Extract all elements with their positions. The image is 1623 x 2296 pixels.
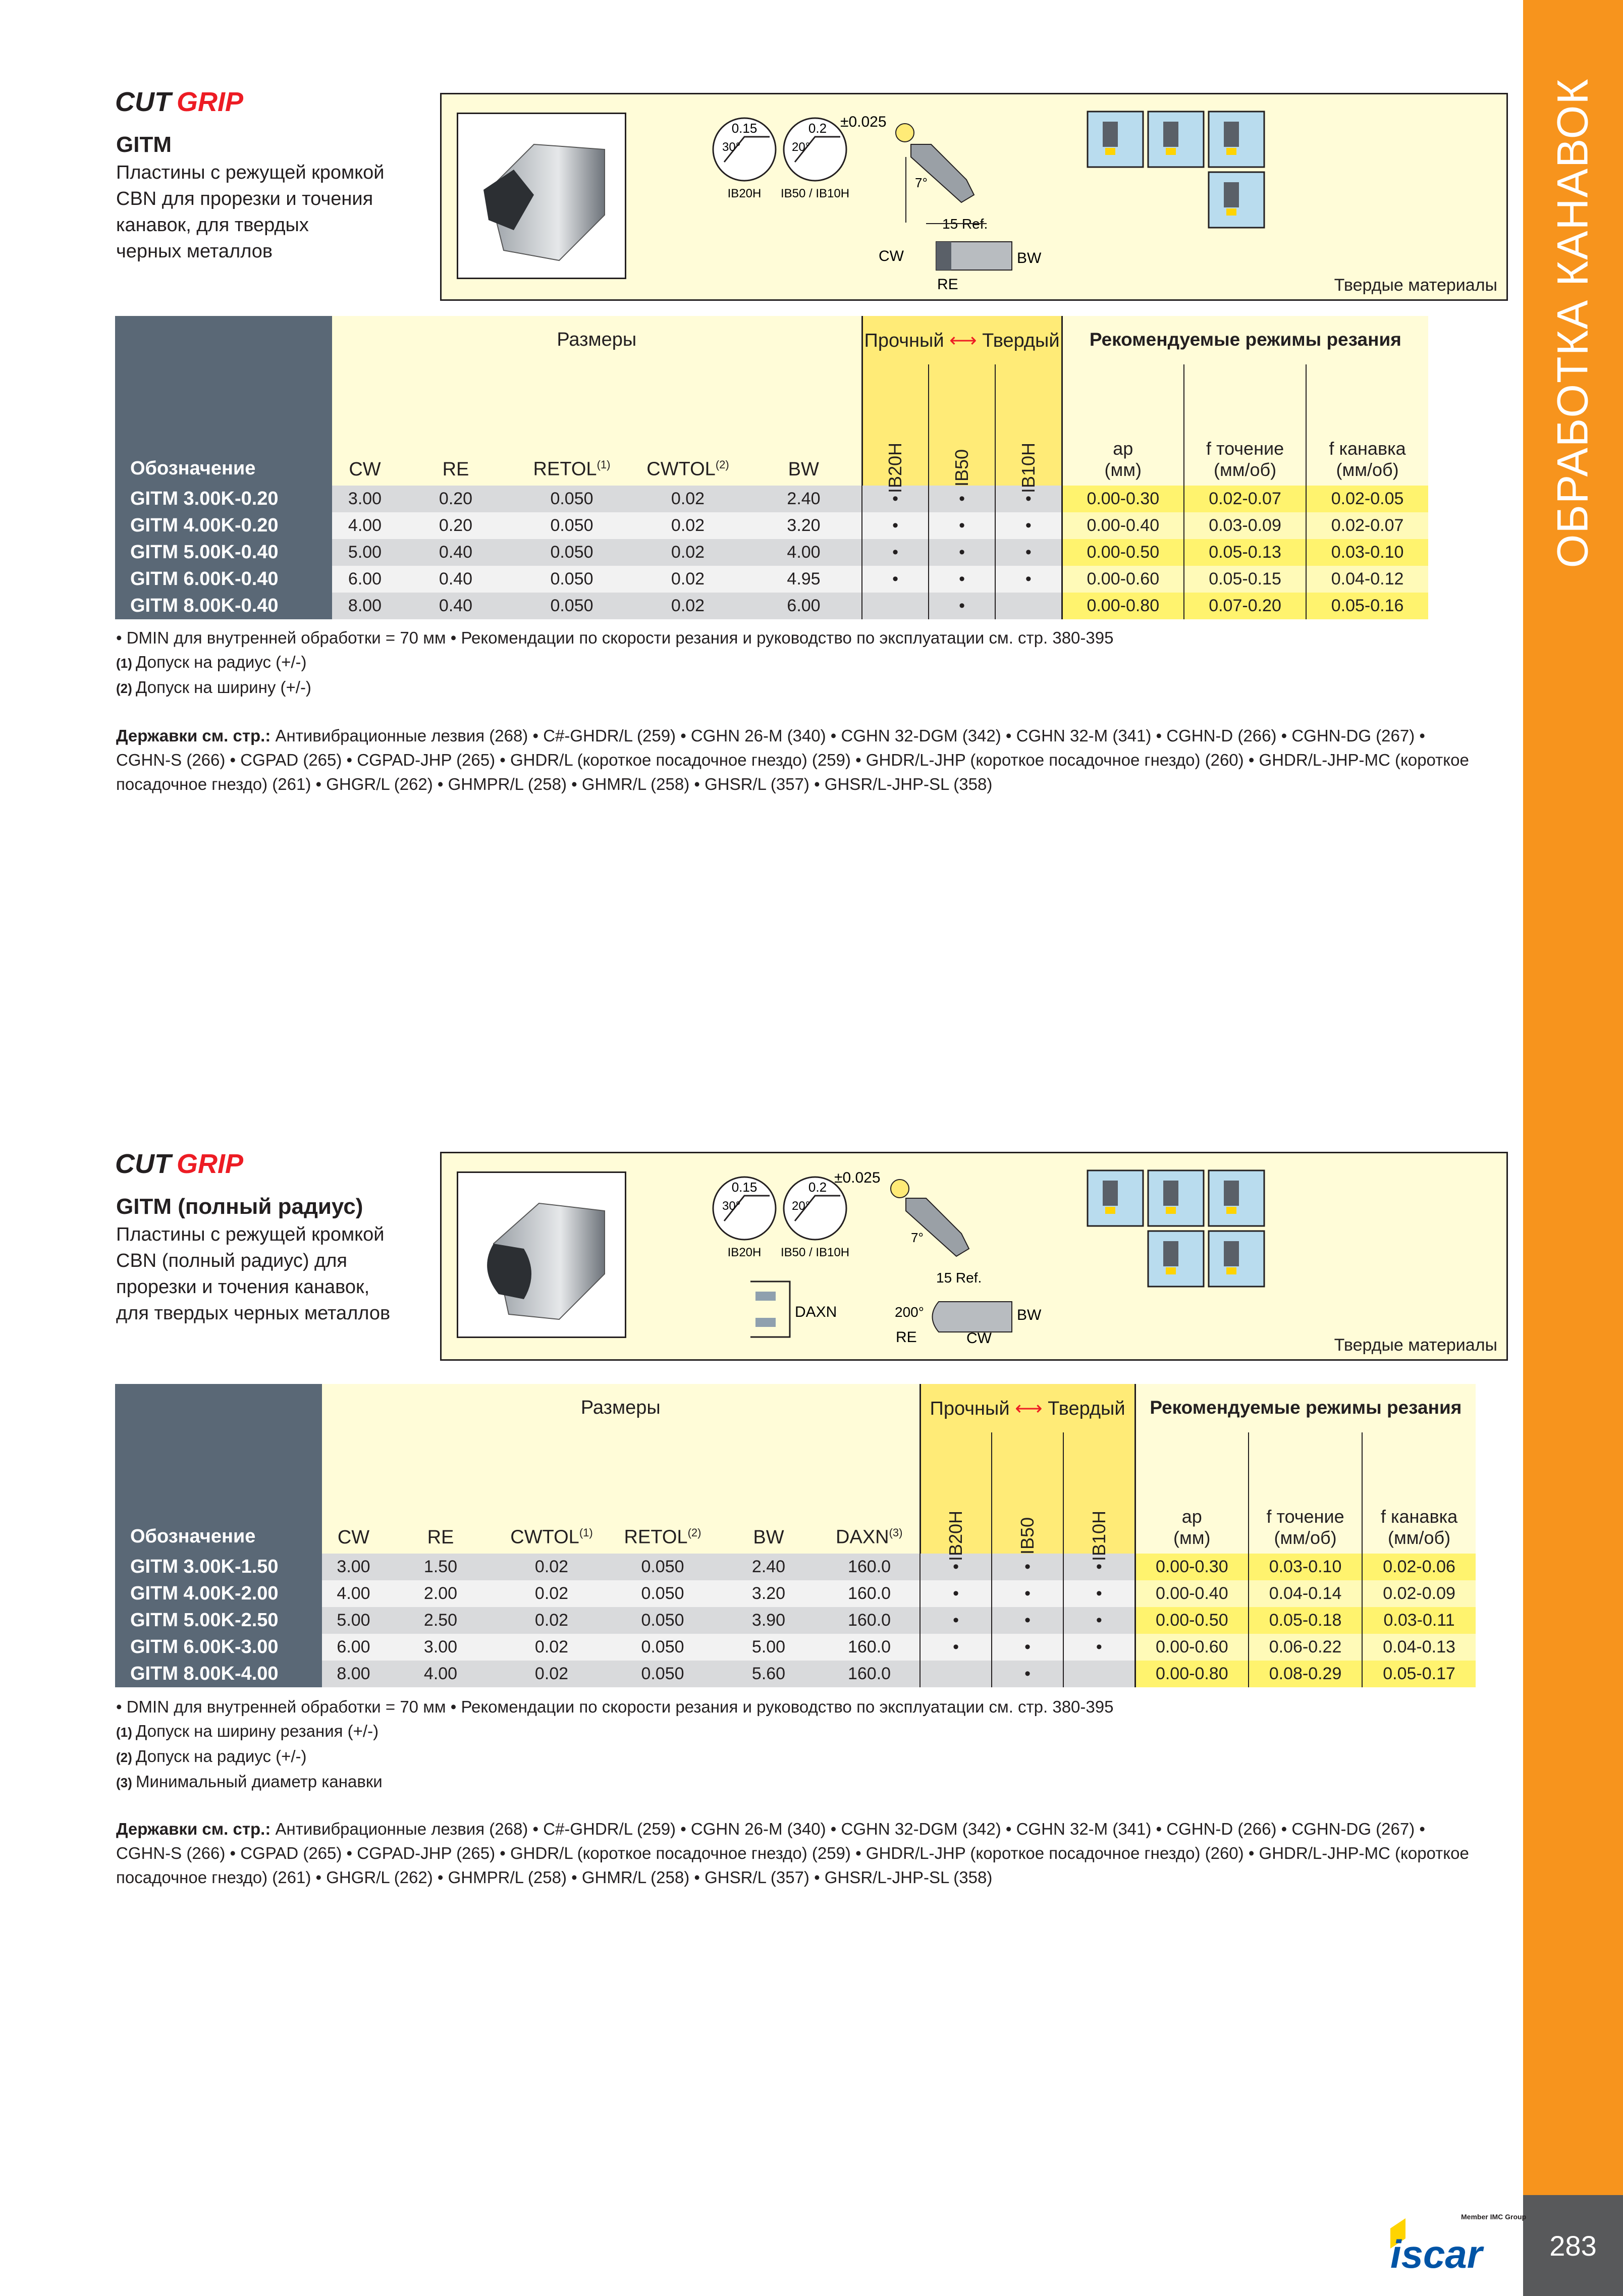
- designation-cell: GITM 3.00K-1.50: [115, 1554, 322, 1580]
- grade-availability-cell: •: [862, 486, 929, 512]
- table-row: [115, 486, 1428, 512]
- value-cell: 5.00: [332, 539, 398, 566]
- svg-text:20°: 20°: [792, 1199, 810, 1213]
- column-header-retol: RETOL$^{(1)}$: [514, 364, 630, 486]
- svg-text:CUT: CUT: [115, 87, 171, 117]
- designation-header: Обозначение: [115, 316, 332, 486]
- cutting-data-cell: 0.00-0.50: [1062, 539, 1184, 566]
- value-cell: 3.20: [718, 1580, 819, 1607]
- grade-availability-cell: •: [995, 512, 1062, 539]
- spec-table: [115, 316, 1428, 619]
- svg-text:IB20H: IB20H: [727, 187, 762, 200]
- rec-column-header: ap (мм): [1062, 364, 1184, 486]
- grade-availability-cell: •: [920, 1580, 992, 1607]
- svg-text:IB50 / IB10H: IB50 / IB10H: [780, 187, 850, 200]
- svg-text:±0.025: ±0.025: [840, 114, 887, 130]
- note-line: • DMIN для внутренней обработки = 70 мм • Рекомендации по скорости резания и руководство по эксплуатации см. стр. 380-395: [116, 628, 1114, 647]
- column-header-daxn: DAXN$^{(3)}$: [819, 1432, 920, 1554]
- svg-text:±0.025: ±0.025: [834, 1169, 881, 1186]
- value-cell: 0.02: [496, 1607, 607, 1634]
- designation-cell: GITM 3.00K-0.20: [115, 486, 332, 512]
- column-header-bw: BW: [746, 364, 862, 486]
- section-title: ОБРАБОТКА КАНАВОК: [1548, 78, 1597, 568]
- svg-text:GRIP: GRIP: [177, 1149, 244, 1179]
- value-cell: 0.02: [496, 1580, 607, 1607]
- table-row: [115, 1580, 1476, 1607]
- value-cell: 0.050: [514, 512, 630, 539]
- cutting-data-cell: 0.02-0.06: [1362, 1554, 1476, 1580]
- grade-availability-cell: •: [929, 539, 995, 566]
- rec-column-header: f канавка (мм/об): [1362, 1432, 1476, 1554]
- material-label: Твердые материалы: [1334, 276, 1497, 295]
- value-cell: 0.050: [607, 1554, 718, 1580]
- value-cell: 2.00: [385, 1580, 496, 1607]
- designation-header: Обозначение: [115, 1384, 322, 1554]
- dimensions-header: Размеры: [322, 1384, 920, 1432]
- svg-text:IB20H: IB20H: [727, 1246, 762, 1259]
- insert-photo: [457, 113, 626, 279]
- svg-text:BW: BW: [1017, 250, 1042, 266]
- svg-text:0.2: 0.2: [808, 1180, 827, 1195]
- value-cell: 0.20: [398, 512, 514, 539]
- cutting-data-cell: 0.02-0.09: [1362, 1580, 1476, 1607]
- grade-right-label: Твердый: [982, 330, 1060, 351]
- svg-text:15 Ref.: 15 Ref.: [942, 216, 988, 232]
- note-line: (2) Допуск на радиус (+/-): [116, 1747, 307, 1766]
- double-arrow-icon: ⟷: [1009, 1398, 1048, 1419]
- cutting-data-cell: 0.05-0.17: [1362, 1661, 1476, 1687]
- designation-cell: GITM 4.00K-0.20: [115, 512, 332, 539]
- cutting-data-cell: 0.00-0.30: [1062, 486, 1184, 512]
- grade-range-header: [862, 316, 1062, 364]
- value-cell: 8.00: [322, 1661, 385, 1687]
- value-cell: 0.050: [607, 1634, 718, 1661]
- note-line: (1) Допуск на ширину резания (+/-): [116, 1722, 379, 1740]
- iscar-logo: [1385, 2208, 1527, 2276]
- svg-text:30°: 30°: [722, 140, 741, 154]
- grade-availability-cell: •: [1063, 1554, 1135, 1580]
- value-cell: 0.02: [630, 486, 746, 512]
- dimensions-header: Размеры: [332, 316, 862, 364]
- grade-availability-cell: •: [929, 593, 995, 619]
- value-cell: 3.00: [322, 1554, 385, 1580]
- cutting-data-cell: 0.00-0.60: [1135, 1634, 1249, 1661]
- note-line: (1) Допуск на радиус (+/-): [116, 653, 307, 671]
- value-cell: 0.050: [607, 1607, 718, 1634]
- product-description: Пластины с режущей кромкой CBN (полный радиус) для прорезки и точения канавок, для твердых черных металлов: [116, 1224, 391, 1324]
- grade-availability-cell: [862, 593, 929, 619]
- material-label: Твердые материалы: [1334, 1336, 1497, 1355]
- cutting-data-cell: 0.03-0.10: [1306, 539, 1428, 566]
- grade-availability-cell: •: [995, 486, 1062, 512]
- svg-text:0.15: 0.15: [731, 1180, 758, 1195]
- grade-header-ib20h: IB20H: [862, 364, 929, 486]
- designation-cell: GITM 8.00K-0.40: [115, 593, 332, 619]
- cutting-data-cell: 0.04-0.14: [1249, 1580, 1362, 1607]
- value-cell: 0.02: [496, 1554, 607, 1580]
- cutting-data-cell: 0.00-0.60: [1062, 566, 1184, 593]
- column-header-cwtol: CWTOL$^{(1)}$: [496, 1432, 607, 1554]
- recommended-conditions-header: Рекомендуемые режимы резания: [1135, 1384, 1476, 1432]
- column-header-cwtol: CWTOL$^{(2)}$: [630, 364, 746, 486]
- value-cell: 160.0: [819, 1580, 920, 1607]
- insert-photo: [457, 1171, 626, 1338]
- rec-column-header: f канавка (мм/об): [1306, 364, 1428, 486]
- value-cell: 0.40: [398, 566, 514, 593]
- grade-availability-cell: •: [992, 1661, 1063, 1687]
- value-cell: 0.050: [607, 1580, 718, 1607]
- svg-text:RE: RE: [937, 276, 958, 293]
- value-cell: 0.02: [496, 1661, 607, 1687]
- svg-text:0.2: 0.2: [808, 121, 827, 136]
- svg-text:7°: 7°: [911, 1230, 924, 1245]
- svg-text:0.15: 0.15: [731, 121, 758, 136]
- grade-availability-cell: •: [929, 566, 995, 593]
- spec-table: [115, 1384, 1476, 1687]
- value-cell: 160.0: [819, 1554, 920, 1580]
- cutting-data-cell: 0.05-0.18: [1249, 1607, 1362, 1634]
- grade-header-ib20h: IB20H: [920, 1432, 992, 1554]
- insert-geometry-diagram: [714, 106, 1259, 293]
- designation-cell: GITM 8.00K-4.00: [115, 1661, 322, 1687]
- cutting-data-cell: 0.04-0.13: [1362, 1634, 1476, 1661]
- cutting-data-cell: 0.05-0.15: [1184, 566, 1306, 593]
- grade-range-header: [920, 1384, 1135, 1432]
- cutting-data-cell: 0.00-0.40: [1135, 1580, 1249, 1607]
- grade-availability-cell: •: [992, 1607, 1063, 1634]
- grade-availability-cell: •: [862, 566, 929, 593]
- cutting-data-cell: 0.00-0.40: [1062, 512, 1184, 539]
- svg-text:CW: CW: [879, 248, 904, 264]
- page-number-text: 283: [1549, 2229, 1597, 2262]
- rec-column-header: f точение (мм/об): [1249, 1432, 1362, 1554]
- product-title: GITM (полный радиус): [116, 1194, 363, 1219]
- cutting-data-cell: 0.04-0.12: [1306, 566, 1428, 593]
- table-row: [115, 1554, 1476, 1580]
- svg-text:DAXN: DAXN: [795, 1304, 837, 1320]
- svg-text:RE: RE: [896, 1329, 917, 1346]
- note-line: (3) Минимальный диаметр канавки: [116, 1772, 383, 1791]
- grade-availability-cell: •: [920, 1554, 992, 1580]
- cutting-data-cell: 0.05-0.16: [1306, 593, 1428, 619]
- insert-geometry-diagram: [714, 1165, 1259, 1357]
- rec-column-header: f точение (мм/об): [1184, 364, 1306, 486]
- value-cell: 4.00: [322, 1580, 385, 1607]
- cutting-data-cell: 0.02-0.07: [1184, 486, 1306, 512]
- value-cell: 6.00: [322, 1634, 385, 1661]
- grade-availability-cell: •: [929, 512, 995, 539]
- value-cell: 3.00: [385, 1634, 496, 1661]
- table-row: [115, 539, 1428, 566]
- grade-availability-cell: •: [995, 539, 1062, 566]
- svg-text:GRIP: GRIP: [177, 87, 244, 117]
- table-row: [115, 1607, 1476, 1634]
- grade-header-ib10h: IB10H: [995, 364, 1062, 486]
- value-cell: 0.02: [496, 1634, 607, 1661]
- cutting-data-cell: 0.00-0.80: [1062, 593, 1184, 619]
- value-cell: 6.00: [746, 593, 862, 619]
- column-header-re: RE: [398, 364, 514, 486]
- value-cell: 4.00: [332, 512, 398, 539]
- value-cell: 0.02: [630, 512, 746, 539]
- product-drawing-panel: [440, 1152, 1508, 1361]
- designation-cell: GITM 6.00K-0.40: [115, 566, 332, 593]
- svg-text:iscar: iscar: [1390, 2232, 1483, 2276]
- grade-availability-cell: [920, 1661, 992, 1687]
- value-cell: 0.02: [630, 539, 746, 566]
- double-arrow-icon: ⟷: [944, 330, 983, 351]
- value-cell: 0.02: [630, 566, 746, 593]
- svg-text:7°: 7°: [915, 175, 928, 190]
- cutting-data-cell: 0.02-0.05: [1306, 486, 1428, 512]
- value-cell: 0.02: [630, 593, 746, 619]
- grade-availability-cell: •: [929, 486, 995, 512]
- grade-availability-cell: •: [1063, 1607, 1135, 1634]
- svg-text:15 Ref.: 15 Ref.: [936, 1270, 982, 1286]
- value-cell: 0.050: [514, 486, 630, 512]
- holders-reference: Державки см. стр.: Антивибрационные лезвия (268) • C#-GHDR/L (259) • CGHN 26-M (340) • CGHN 32-DGM (342) • CGHN 32-M (341) • CGHN-D (266) • CGHN-DG (267) • CGHN-S (266) • CGPAD (265) • CGPAD-JHP (265) • GHDR/L (короткое посадочное гнездо) (259) • GHDR/L-JHP (короткое посадочное гнездо) (260) • GHDR/L-JHP-MC (короткое посадочное гнездо) (261) • GHGR/L (262) • GHMPR/L (258) • GHMR/L (258) • GHSR/L (357) • GHSR/L-JHP-SL (358): [116, 726, 1469, 793]
- product-description: Пластины с режущей кромкой CBN для прорезки и точения канавок, для твердых черных металлов: [116, 162, 385, 262]
- value-cell: 4.95: [746, 566, 862, 593]
- svg-text:IB50 / IB10H: IB50 / IB10H: [780, 1246, 850, 1259]
- svg-text:CW: CW: [966, 1330, 992, 1347]
- grade-availability-cell: •: [992, 1580, 1063, 1607]
- rec-column-header: ap (мм): [1135, 1432, 1249, 1554]
- table-row: [115, 1661, 1476, 1687]
- svg-text:Member IMC Group: Member IMC Group: [1461, 2213, 1527, 2221]
- grade-availability-cell: •: [992, 1634, 1063, 1661]
- value-cell: 160.0: [819, 1607, 920, 1634]
- value-cell: 5.00: [718, 1634, 819, 1661]
- holders-reference: Державки см. стр.: Антивибрационные лезвия (268) • C#-GHDR/L (259) • CGHN 26-M (340) • CGHN 32-DGM (342) • CGHN 32-M (341) • CGHN-D (266) • CGHN-DG (267) • CGHN-S (266) • CGPAD (265) • CGPAD-JHP (265) • GHDR/L (короткое посадочное гнездо) (259) • GHDR/L-JHP (короткое посадочное гнездо) (260) • GHDR/L-JHP-MC (короткое посадочное гнездо) (261) • GHGR/L (262) • GHMPR/L (258) • GHMR/L (258) • GHSR/L (357) • GHSR/L-JHP-SL (358): [116, 1820, 1469, 1887]
- value-cell: 0.40: [398, 539, 514, 566]
- column-header-cw: CW: [332, 364, 398, 486]
- product-drawing-panel: [440, 93, 1508, 301]
- table-notes: [116, 626, 1113, 701]
- cutting-data-cell: 0.08-0.29: [1249, 1661, 1362, 1687]
- cutting-data-cell: 0.06-0.22: [1249, 1634, 1362, 1661]
- grade-availability-cell: [995, 593, 1062, 619]
- table-row: [115, 566, 1428, 593]
- cutting-data-cell: 0.03-0.09: [1184, 512, 1306, 539]
- value-cell: 0.40: [398, 593, 514, 619]
- value-cell: 4.00: [385, 1661, 496, 1687]
- cutgrip-logo: [115, 1148, 266, 1183]
- cutgrip-logo: [115, 86, 266, 121]
- value-cell: 2.40: [718, 1554, 819, 1580]
- table-row: [115, 1634, 1476, 1661]
- grade-header-ib50: IB50: [992, 1432, 1063, 1554]
- value-cell: 0.050: [607, 1661, 718, 1687]
- value-cell: 0.050: [514, 539, 630, 566]
- column-header-re: RE: [385, 1432, 496, 1554]
- product-title: GITM: [116, 132, 172, 157]
- grade-header-ib10h: IB10H: [1063, 1432, 1135, 1554]
- grade-header-ib50: IB50: [929, 364, 995, 486]
- grade-availability-cell: •: [992, 1554, 1063, 1580]
- cutting-data-cell: 0.00-0.50: [1135, 1607, 1249, 1634]
- cutting-data-cell: 0.03-0.11: [1362, 1607, 1476, 1634]
- cutting-data-cell: 0.02-0.07: [1306, 512, 1428, 539]
- svg-text:20°: 20°: [792, 140, 810, 154]
- grade-left-label: Прочный: [930, 1398, 1010, 1419]
- value-cell: 3.00: [332, 486, 398, 512]
- note-line: (2) Допуск на ширину (+/-): [116, 678, 311, 697]
- value-cell: 5.00: [322, 1607, 385, 1634]
- cutting-data-cell: 0.00-0.30: [1135, 1554, 1249, 1580]
- value-cell: 1.50: [385, 1554, 496, 1580]
- value-cell: 3.20: [746, 512, 862, 539]
- designation-cell: GITM 5.00K-0.40: [115, 539, 332, 566]
- value-cell: 160.0: [819, 1634, 920, 1661]
- value-cell: 8.00: [332, 593, 398, 619]
- value-cell: 4.00: [746, 539, 862, 566]
- value-cell: 0.050: [514, 593, 630, 619]
- designation-cell: GITM 4.00K-2.00: [115, 1580, 322, 1607]
- svg-text:200°: 200°: [895, 1304, 924, 1320]
- column-header-cw: CW: [322, 1432, 385, 1554]
- value-cell: 2.40: [746, 486, 862, 512]
- table-notes: [116, 1695, 1113, 1795]
- grade-availability-cell: •: [920, 1634, 992, 1661]
- cutting-data-cell: 0.05-0.13: [1184, 539, 1306, 566]
- grade-availability-cell: •: [920, 1607, 992, 1634]
- value-cell: 0.20: [398, 486, 514, 512]
- svg-text:BW: BW: [1017, 1307, 1042, 1323]
- svg-text:CUT: CUT: [115, 1149, 171, 1179]
- grade-left-label: Прочный: [864, 330, 944, 351]
- grade-availability-cell: •: [862, 539, 929, 566]
- page-number: [1523, 2195, 1623, 2296]
- note-line: • DMIN для внутренней обработки = 70 мм • Рекомендации по скорости резания и руководство по эксплуатации см. стр. 380-395: [116, 1697, 1114, 1716]
- value-cell: 3.90: [718, 1607, 819, 1634]
- column-header-bw: BW: [718, 1432, 819, 1554]
- value-cell: 5.60: [718, 1661, 819, 1687]
- table-row: [115, 512, 1428, 539]
- table-row: [115, 593, 1428, 619]
- designation-cell: GITM 5.00K-2.50: [115, 1607, 322, 1634]
- value-cell: 2.50: [385, 1607, 496, 1634]
- value-cell: 160.0: [819, 1661, 920, 1687]
- value-cell: 0.050: [514, 566, 630, 593]
- grade-availability-cell: •: [995, 566, 1062, 593]
- cutting-data-cell: 0.00-0.80: [1135, 1661, 1249, 1687]
- value-cell: 6.00: [332, 566, 398, 593]
- grade-right-label: Твердый: [1048, 1398, 1125, 1419]
- grade-availability-cell: •: [1063, 1634, 1135, 1661]
- svg-text:30°: 30°: [722, 1199, 741, 1213]
- grade-availability-cell: [1063, 1661, 1135, 1687]
- cutting-data-cell: 0.03-0.10: [1249, 1554, 1362, 1580]
- cutting-data-cell: 0.07-0.20: [1184, 593, 1306, 619]
- column-header-retol: RETOL$^{(2)}$: [607, 1432, 718, 1554]
- grade-availability-cell: •: [862, 512, 929, 539]
- designation-cell: GITM 6.00K-3.00: [115, 1634, 322, 1661]
- grade-availability-cell: •: [1063, 1580, 1135, 1607]
- recommended-conditions-header: Рекомендуемые режимы резания: [1062, 316, 1428, 364]
